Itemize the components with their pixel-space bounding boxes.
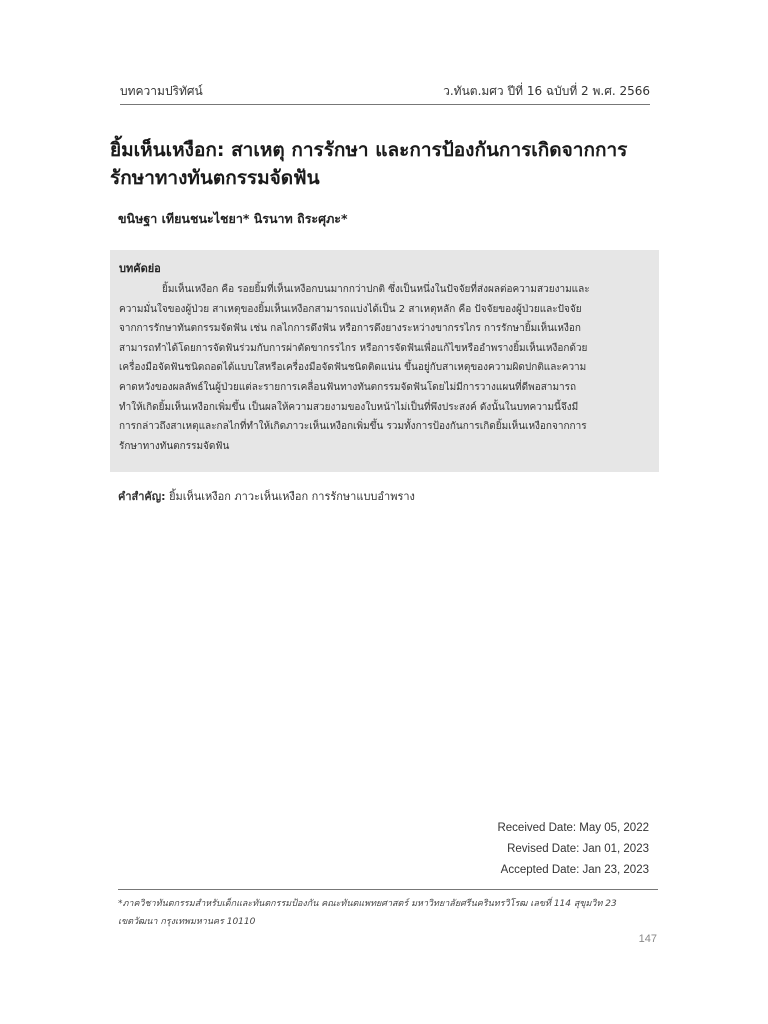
abstract-line: เครื่องมือจัดฟันชนิดถอดได้แบบใสหรือเครื่องมือจัดฟันชนิดติดแน่น ขึ้นอยู่กับสาเหตุของความผิดปกติและความ [119, 362, 587, 374]
abstract-line: คาดหวังของผลลัพธ์ในผู้ป่วยแต่ละรายการเคลื่อนฟันทางทันตกรรมจัดฟันโดยไม่มีการวางแผนที่ดีพอสามารถ [119, 381, 577, 393]
article-dates [497, 818, 649, 881]
abstract-line: ยิ้มเห็นเหงือก คือ รอยยิ้มที่เห็นเหงือกบนมากกว่าปกติ ซึ่งเป็นหนึ่งในปัจจัยที่ส่งผลต่อความสวยงามและ [162, 284, 590, 295]
abstract-body [119, 280, 650, 456]
revised-date: Revised Date: Jan 01, 2023 [507, 843, 649, 855]
abstract-line: จากการรักษาทันตกรรมจัดฟัน เช่น กลไกการดึงฟัน หรือการดึงยางระหว่างขากรรไกร การรักษายิ้มเห็นเหงือก [119, 323, 581, 335]
keywords-label: คำสำคัญ: [118, 490, 166, 503]
footnote-line-1: *ภาควิชาทันตกรรมสำหรับเด็กและทันตกรรมป้องกัน คณะทันตแพทยศาสตร์ มหาวิทยาลัยศรีนครินทรวิโรฒ เลขที่ 114 สุขุมวิท 23 [118, 899, 617, 909]
affiliation-footnote [118, 895, 658, 931]
keywords-text: ยิ้มเห็นเหงือก ภาวะเห็นเหงือก การรักษาแบบอำพราง [169, 490, 415, 503]
accepted-date: Accepted Date: Jan 23, 2023 [500, 864, 649, 876]
footnote-line-2: เขตวัฒนา กรุงเทพมหานคร 10110 [118, 917, 256, 927]
abstract-line: การกล่าวถึงสาเหตุและกลไกที่ทำให้เกิดภาวะเห็นเหงือกเพิ่มขึ้น รวมทั้งการป้องกันการเกิดยิ้มเห็นเหงือกจากการ [119, 421, 587, 433]
abstract-line: รักษาทางทันตกรรมจัดฟัน [119, 440, 230, 452]
footnote-divider [118, 889, 658, 890]
received-date: Received Date: May 05, 2022 [497, 822, 649, 834]
abstract-line: ความมั่นใจของผู้ป่วย สาเหตุของยิ้มเห็นเหงือกสามารถแบ่งได้เป็น 2 สาเหตุหลัก คือ ปัจจัยของผู้ป่วยและปัจจัย [119, 303, 582, 315]
title-line-1: ยิ้มเห็นเหงือก: สาเหตุ การรักษา และการป้องกันการเกิดจากการ [110, 139, 628, 161]
abstract-heading: บทคัดย่อ [119, 262, 161, 275]
abstract-line: ทำให้เกิดยิ้มเห็นเหงือกเพิ่มขึ้น เป็นผลให้ความสวยงามของใบหน้าไม่เป็นที่พึงประสงค์ ดังนั้นในบทความนี้จึงมี [119, 401, 579, 413]
section-label: บทความปริทัศน์ [120, 84, 203, 98]
author-list: ขนิษฐา เทียนชนะไชยา* นิรนาท ถิระศุภะ* [118, 211, 348, 226]
page-number: 147 [638, 933, 657, 945]
abstract-line: สามารถทำได้โดยการจัดฟันร่วมกับการผ่าตัดขากรรไกร หรือการจัดฟันเพื่อแก้ไขหรืออำพรางยิ้มเห็นเหงือกด้วย [119, 342, 588, 354]
running-header [120, 82, 650, 105]
title-line-2: รักษาทางทันตกรรมจัดฟัน [110, 167, 320, 189]
journal-info: ว.ทันต.มศว ปีที่ 16 ฉบับที่ 2 พ.ศ. 2566 [443, 84, 650, 98]
abstract-box [110, 250, 659, 472]
keywords [118, 487, 415, 505]
article-title [110, 136, 668, 192]
